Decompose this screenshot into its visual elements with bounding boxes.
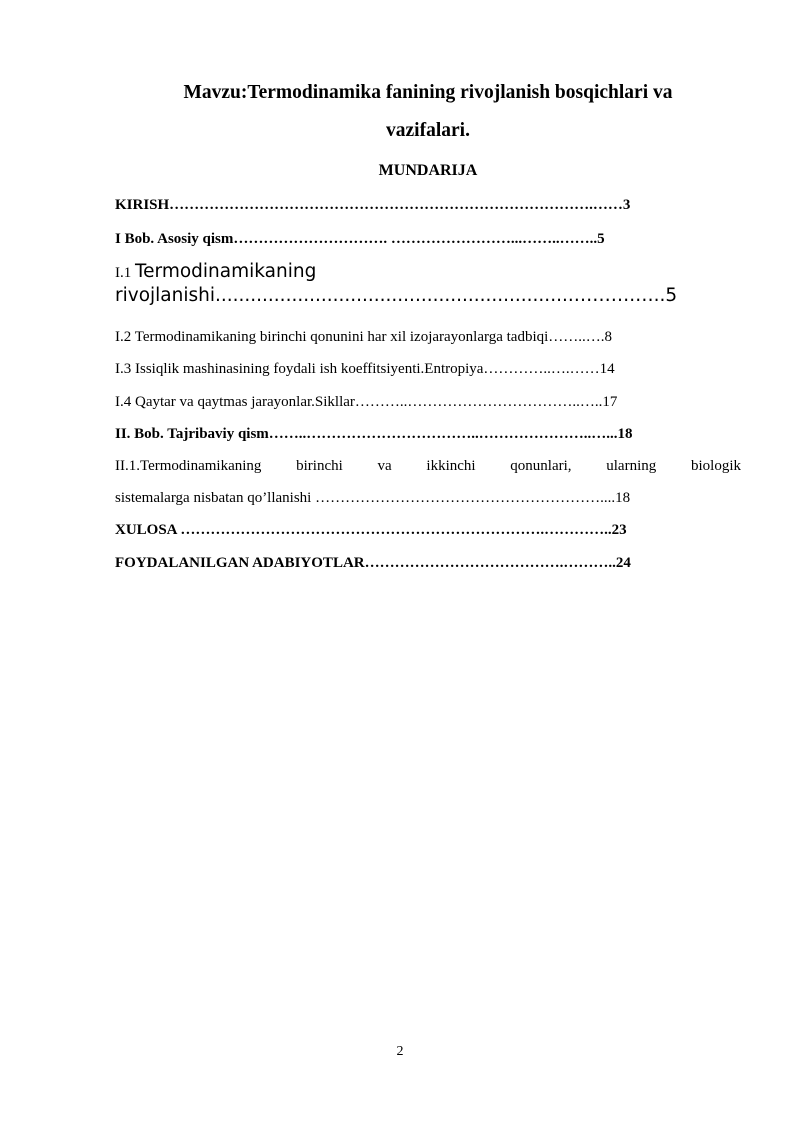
toc-entry-1-1 xyxy=(115,261,741,282)
toc-entry-1-1-title: Termodinamikaning xyxy=(135,261,317,282)
title-line-2: vazifalari. xyxy=(386,120,470,141)
toc-entry-1-1-line-2: rivojlanishi.............................................................……….…..5 xyxy=(115,285,678,306)
toc-entry-1-2: I.2 Termodinamikaning birinchi qonunini har xil izojarayonlarga tadbiqi……..….8 xyxy=(115,329,613,345)
title-line-1: Mavzu:Termodinamika fanining rivojlanish bosqichlari va xyxy=(183,82,673,103)
toc-entry-bob-1: I Bob. Asosiy qism…………………………. ……………………...……..……..5 xyxy=(115,231,605,247)
toc-entry-2-1: II.1.Termodinamikaning birinchi va ikkinchi qonunlari, ularning biologik xyxy=(115,458,741,474)
toc-entry-2-1-line-2: sistemalarga nisbatan qo’llanishi …………………………………………………....18 xyxy=(115,490,631,506)
toc-entry-1-3: I.3 Issiqlik mashinasining foydali ish koeffitsiyenti.Entropiya…………..….……14 xyxy=(115,361,615,377)
toc-entry-1-1-prefix: I.1 xyxy=(115,265,132,281)
toc-entry-1-4: I.4 Qaytar va qaytmas jarayonlar.Sikllar………..……………………………..…..17 xyxy=(115,394,618,410)
toc-entry-bob-2: II. Bob. Tajribaviy qism……..……………………………..…………………..…...18 xyxy=(115,426,633,442)
document-title xyxy=(115,74,741,150)
contents-heading: MUNDARIJA xyxy=(378,162,478,179)
toc-entry-xulosa: XULOSA ……………………………………………………………….…………..23 xyxy=(115,522,627,538)
toc-entry-adabiyotlar: FOYDALANILGAN ADABIYOTLAR………………………………….………..24 xyxy=(115,555,631,571)
page-number: 2 xyxy=(396,1044,404,1059)
toc-entry-kirish: KIRISH………………………………………………………………………….……3 xyxy=(115,197,631,213)
